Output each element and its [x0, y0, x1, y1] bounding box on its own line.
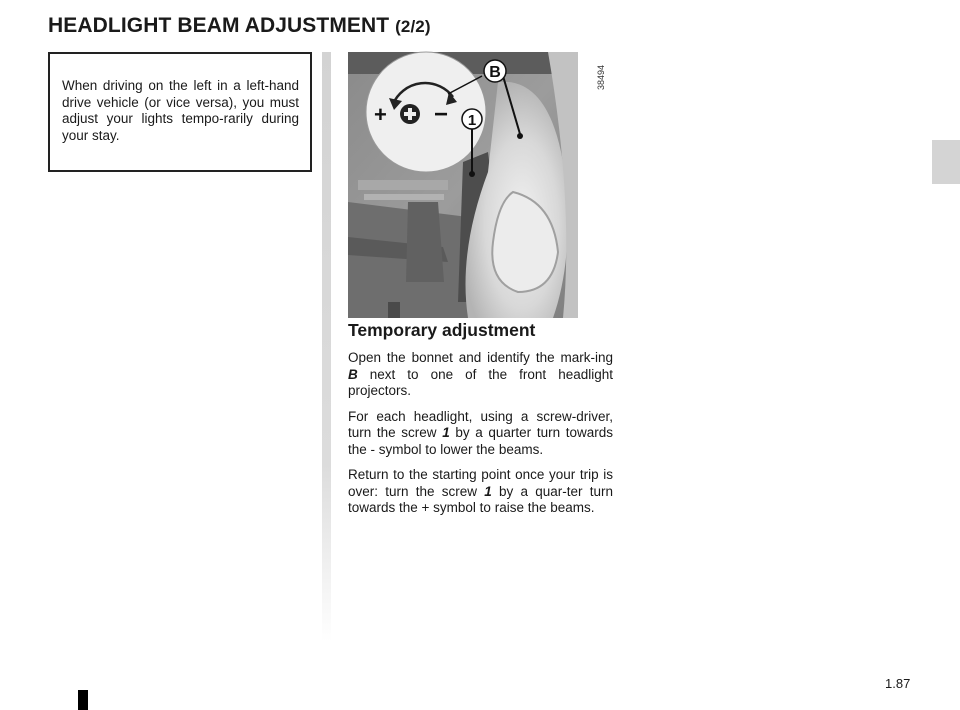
- title-text: HEADLIGHT BEAM ADJUSTMENT: [48, 14, 390, 37]
- p3-text-after: by a quar-ter turn towards the + symbol to raise the beams.: [348, 483, 613, 515]
- plus-symbol: +: [374, 102, 387, 127]
- callout-b: B: [489, 64, 501, 81]
- minus-symbol: −: [434, 101, 449, 128]
- p3-text-before: Return to the starting point once your trip is over: turn the screw: [348, 467, 613, 499]
- p2-reference-1: 1: [442, 425, 450, 440]
- chapter-tab: [932, 140, 960, 184]
- note-box: [48, 52, 312, 172]
- p1-text-after: next to one of the front headlight projectors.: [348, 366, 613, 398]
- paragraph-2: [348, 409, 613, 459]
- note-text: When driving on the left in a left-hand drive vehicle (or vice versa), you must adjust your lights tempo-rarily during your stay.: [62, 78, 299, 143]
- p1-reference-b: B: [348, 366, 358, 382]
- page-title: [48, 14, 431, 38]
- headlight-illustration: [348, 52, 606, 318]
- section-heading: Temporary adjustment: [348, 320, 536, 340]
- paragraph-3: [348, 467, 613, 517]
- paragraph-1: [348, 350, 613, 400]
- page-corner-mark: [78, 690, 88, 710]
- p2-text-after: by a quarter turn towards the - symbol to lower the beams.: [348, 425, 613, 457]
- column-divider: [322, 52, 331, 642]
- temporary-adjustment-section: [348, 320, 613, 526]
- p1-text-before: Open the bonnet and identify the mark-ing: [348, 350, 613, 365]
- title-part: (2/2): [395, 17, 431, 36]
- image-reference-id: 38494: [596, 64, 606, 90]
- p3-reference-1: 1: [484, 483, 492, 499]
- callout-1: 1: [467, 112, 477, 129]
- p2-text-before: For each headlight, using a screw-driver, turn the screw: [348, 408, 613, 440]
- page-number: 1.87: [885, 676, 911, 691]
